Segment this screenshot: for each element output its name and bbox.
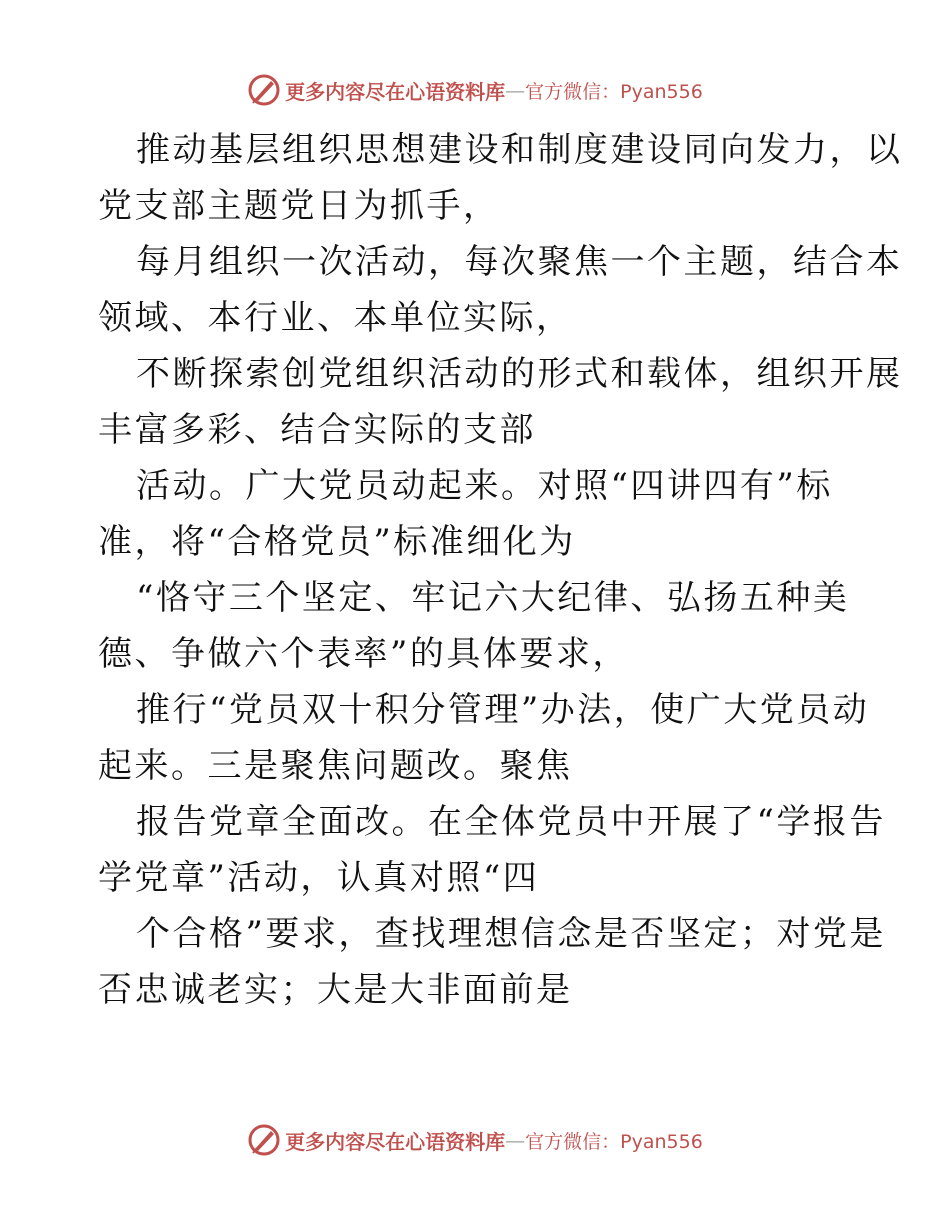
paragraph-8	[98, 906, 886, 1018]
paragraph-3	[98, 346, 903, 458]
paragraph-line: 准，将“合格党员”标准细化为	[98, 522, 576, 562]
paragraph-line: 个合格”要求，查找理想信念是否坚定；对党是	[136, 914, 886, 954]
paragraph-line: 领域、本行业、本单位实际，	[98, 298, 573, 338]
header-banner-text: 更多内容尽在心语资料库	[285, 79, 506, 104]
footer-banner	[0, 1120, 950, 1160]
paragraph-line: 否忠诚老实；大是大非面前是	[98, 970, 573, 1010]
paragraph-line: 起来。三是聚焦问题改。聚焦	[98, 746, 573, 786]
paragraph-line: 丰富多彩、结合实际的支部	[98, 410, 536, 450]
quill-logo-icon	[247, 1123, 281, 1157]
paragraph-7	[98, 794, 886, 906]
header-dash: —	[505, 78, 526, 102]
paragraph-5	[98, 570, 858, 682]
paragraph-line: 每月组织一次活动，每次聚焦一个主题，结合本	[136, 242, 903, 282]
paragraph-line: “恪守三个坚定、牢记六大纪律、弘扬五种美	[136, 578, 850, 618]
paragraph-line: 推行“党员双十积分管理”办法，使广大党员动	[136, 690, 870, 730]
paragraph-line: 活动。广大党员动起来。对照“四讲四有”标	[136, 466, 833, 506]
footer-dash: —	[505, 1128, 526, 1152]
paragraph-line: 不断探索创党组织活动的形式和载体，组织开展	[136, 354, 903, 394]
header-wechat-text: 官方微信：Pyan556	[525, 80, 703, 103]
paragraph-6	[98, 682, 870, 794]
paragraph-4	[98, 458, 858, 570]
footer-wechat-text: 官方微信：Pyan556	[525, 1130, 703, 1153]
quill-logo-icon	[247, 73, 281, 107]
footer-banner-text: 更多内容尽在心语资料库	[285, 1129, 506, 1154]
document-body	[98, 122, 903, 1018]
paragraph-line: 学党章”活动，认真对照“四	[98, 858, 540, 898]
paragraph-line: 报告党章全面改。在全体党员中开展了“学报告	[136, 802, 886, 842]
header-banner	[0, 70, 950, 110]
paragraph-line: 推动基层组织思想建设和制度建设同向发力，以	[136, 130, 903, 170]
paragraph-line: 党支部主题党日为抓手，	[98, 186, 500, 226]
paragraph-2	[98, 234, 903, 346]
paragraph-line: 德、争做六个表率”的具体要求，	[98, 634, 629, 674]
paragraph-1	[98, 122, 903, 234]
